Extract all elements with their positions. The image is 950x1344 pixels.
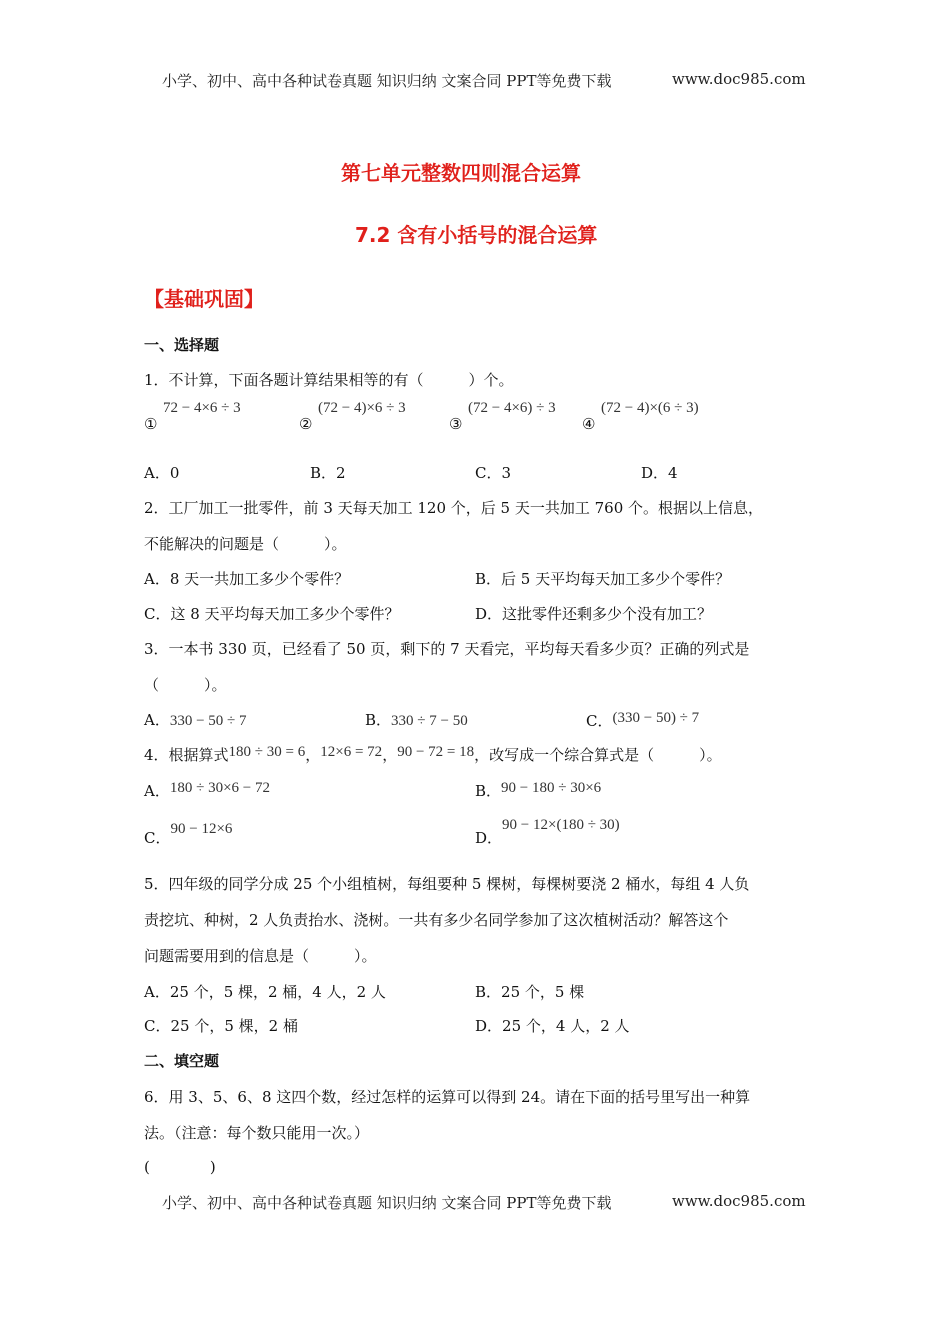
q3-option-b-label: B．	[365, 711, 392, 729]
part-heading-fill: 二、填空题	[144, 1052, 220, 1070]
q4-option-b[interactable]	[475, 776, 602, 800]
expr-1: 72 − 4×6 ÷ 3	[163, 400, 241, 416]
expr-mark-1: ①	[144, 415, 158, 433]
q4-option-b-label: B．	[475, 782, 502, 800]
q3-option-b-expr: 330 ÷ 7 − 50	[391, 713, 468, 729]
q4-option-d-label: D．	[475, 829, 503, 847]
q1-option-c[interactable]: C．3	[475, 464, 512, 482]
expr-mark-4: ④	[582, 415, 596, 433]
q4-option-c-label: C．	[144, 829, 171, 847]
page-footer: 小学、初中、高中各种试卷真题 知识归纳 文案合同 PPT等免费下载	[162, 1194, 612, 1212]
question-6-stem-line1: 6．用 3、5、6、8 这四个数，经过怎样的运算可以得到 24。请在下面的括号里写出一种算	[144, 1088, 751, 1106]
expr-4: (72 − 4)×(6 ÷ 3)	[601, 400, 699, 416]
section-heading: 【基础巩固】	[144, 287, 264, 311]
q2-option-d[interactable]: D．这批零件还剩多少个没有加工？	[475, 605, 713, 623]
unit-title: 第七单元整数四则混合运算	[341, 161, 581, 185]
q1-option-b[interactable]: B．2	[310, 464, 346, 482]
q3-option-c-label: C．	[586, 712, 613, 730]
expr-2: (72 − 4)×6 ÷ 3	[318, 400, 406, 416]
expr-mark-2: ②	[299, 415, 313, 433]
q5-option-c[interactable]: C．25 个，5 棵，2 桶	[144, 1017, 298, 1035]
part-heading-choice: 一、选择题	[144, 336, 220, 354]
question-6-answer-blank[interactable]: ( )	[144, 1158, 216, 1176]
question-5-stem-line2: 责挖坑、种树，2 人负责抬水、浇树。一共有多少名同学参加了这次植树活动？解答这个	[144, 911, 729, 929]
q4-option-b-expr: 90 − 180 ÷ 30×6	[501, 780, 602, 796]
question-1-stem: 1．不计算，下面各题计算结果相等的有（ ）个。	[144, 371, 514, 389]
q4-option-a[interactable]	[144, 776, 270, 800]
page-header	[162, 70, 612, 91]
header-site: www.doc985.com	[672, 70, 806, 88]
expr-mark-3: ③	[449, 415, 463, 433]
question-5-stem-line1: 5．四年级的同学分成 25 个小组植树，每组要种 5 棵树，每棵树要浇 2 桶水，每组 4 人负	[144, 875, 750, 893]
q4-option-d-expr: 90 − 12×(180 ÷ 30)	[502, 817, 620, 833]
q2-option-a[interactable]: A．8 天一共加工多少个零件？	[144, 570, 350, 588]
q5-option-a[interactable]: A．25 个，5 棵，2 桶，4 人，2 人	[144, 983, 386, 1001]
lesson-title: 7.2 含有小括号的混合运算	[355, 223, 598, 247]
q5-option-d[interactable]: D．25 个，4 人，2 人	[475, 1017, 630, 1035]
q4-option-a-expr: 180 ÷ 30×6 − 72	[169, 780, 270, 796]
q3-option-a[interactable]	[144, 709, 247, 730]
q4-option-a-label: A．	[144, 782, 170, 800]
q4-comma-2: ，	[382, 746, 398, 764]
question-4-stem	[144, 744, 722, 765]
header-text: 小学、初中、高中各种试卷真题 知识归纳 文案合同 PPT等免费下载	[162, 72, 612, 90]
q3-option-c-expr: (330 − 50) ÷ 7	[612, 710, 700, 726]
footer-site: www.doc985.com	[672, 1192, 806, 1210]
question-3-stem-line2: （ ）。	[144, 676, 227, 694]
q3-option-a-expr: 330 − 50 ÷ 7	[169, 713, 247, 729]
q4-expr-1: 180 ÷ 30 = 6	[228, 744, 306, 760]
question-2-stem-line2: 不能解决的问题是（ ）。	[144, 535, 347, 553]
q4-option-c-expr: 90 − 12×6	[170, 821, 233, 837]
q2-option-c[interactable]: C．这 8 天平均每天加工多少个零件？	[144, 605, 400, 623]
question-6-stem-line2: 法。（注意：每个数只能用一次。）	[144, 1124, 370, 1142]
q1-option-a[interactable]: A．0	[144, 464, 180, 482]
question-3-stem-line1: 3．一本书 330 页，已经看了 50 页，剩下的 7 天看完，平均每天看多少页？正确的列式是	[144, 640, 750, 658]
q4-prefix: 4．根据算式	[144, 746, 229, 764]
q4-expr-2: 12×6 = 72	[320, 744, 383, 760]
q4-comma-1: ，	[305, 746, 321, 764]
question-2-stem-line1: 2．工厂加工一批零件，前 3 天每天加工 120 个，后 5 天一共加工 760 个。根据以上信息，	[144, 499, 764, 517]
q4-suffix: ，改写成一个综合算式是（ ）。	[474, 746, 722, 764]
q3-option-c[interactable]	[586, 706, 700, 730]
q4-expr-3: 90 − 72 = 18	[397, 744, 475, 760]
q4-option-c[interactable]	[144, 817, 233, 847]
q2-option-b[interactable]: B．后 5 天平均每天加工多少个零件？	[475, 570, 731, 588]
q3-option-a-label: A．	[144, 711, 170, 729]
q3-option-b[interactable]	[365, 709, 468, 730]
q5-option-b[interactable]: B．25 个，5 棵	[475, 983, 585, 1001]
q4-option-d[interactable]	[475, 813, 620, 847]
question-5-stem-line3: 问题需要用到的信息是（ ）。	[144, 947, 377, 965]
expr-3: (72 − 4×6) ÷ 3	[468, 400, 556, 416]
q1-option-d[interactable]: D．4	[641, 464, 678, 482]
